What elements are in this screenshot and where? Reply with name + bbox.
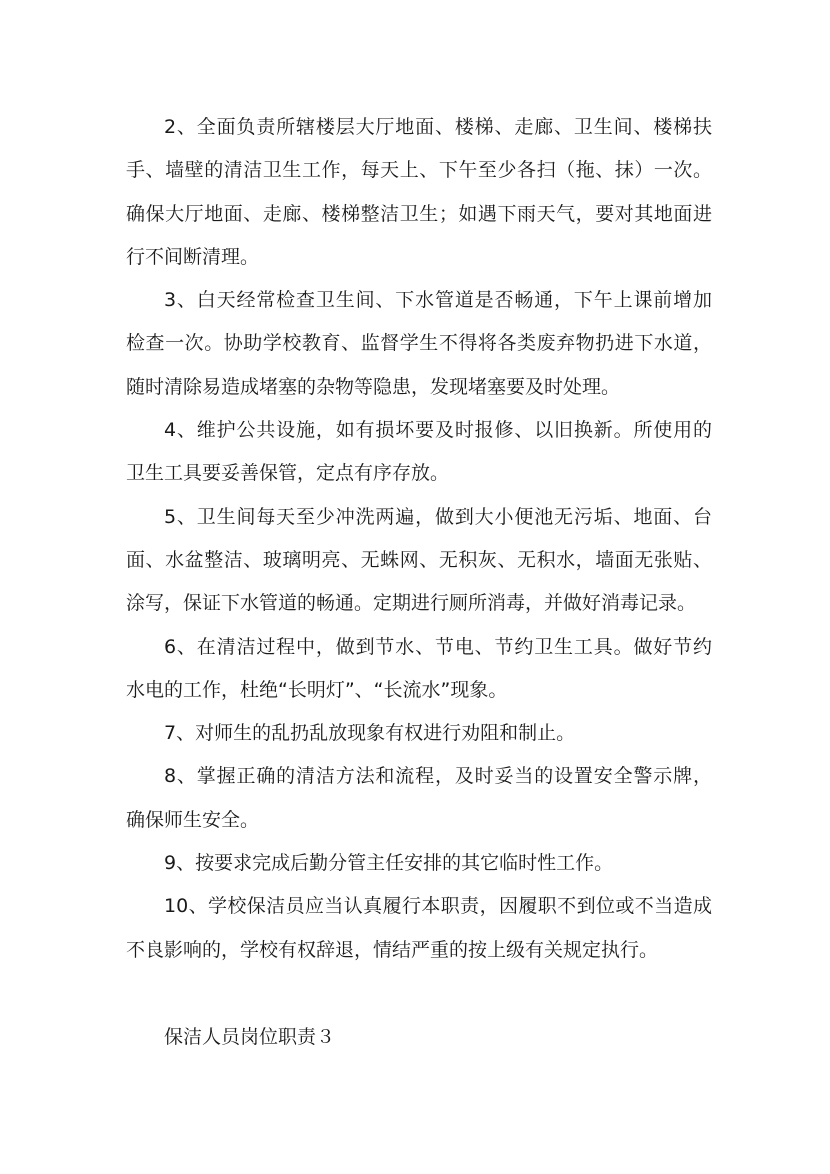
paragraph-line: 3、白天经常检查卫生间、下水管道是否畅通，下午上课前增加 bbox=[164, 289, 712, 312]
paragraph bbox=[126, 842, 712, 885]
paragraph-line: 面、水盆整洁、玻璃明亮、无蛛网、无积灰、无积水，墙面无张贴、 bbox=[126, 548, 712, 571]
paragraph-line: 5、卫生间每天至少冲洗两遍，做到大小便池无污垢、地面、台 bbox=[164, 505, 712, 528]
paragraph-line: 10、学校保洁员应当认真履行本职责，因履职不到位或不当造成 bbox=[164, 895, 712, 918]
paragraph-line: 7、对师生的乱扔乱放现象有权进行劝阻和制止。 bbox=[164, 722, 576, 745]
paragraph-line: 涂写，保证下水管道的畅通。定期进行厕所消毒，并做好消毒记录。 bbox=[126, 592, 697, 615]
paragraph-line: 9、按要求完成后勤分管主任安排的其它临时性工作。 bbox=[164, 852, 614, 875]
paragraph-line: 2、全面负责所辖楼层大厅地面、楼梯、走廊、卫生间、楼梯扶 bbox=[164, 116, 712, 138]
paragraph bbox=[126, 626, 712, 713]
paragraph-line: 确保大厅地面、走廊、楼梯整洁卫生；如遇下雨天气，要对其地面进 bbox=[126, 202, 712, 225]
paragraph bbox=[126, 496, 712, 626]
paragraph-line: 8、掌握正确的清洁方法和流程，及时妥当的设置安全警示牌， bbox=[164, 765, 712, 788]
paragraph-line: 随时清除易造成堵塞的杂物等隐患，发现堵塞要及时处理。 bbox=[126, 375, 621, 398]
section-title: 保洁人员岗位职责３ bbox=[164, 1026, 336, 1048]
paragraph bbox=[126, 409, 712, 496]
paragraph-line: 不良影响的，学校有权辞退，情结严重的按上级有关规定执行。 bbox=[126, 938, 659, 961]
paragraph bbox=[126, 885, 712, 972]
paragraph-line: 行不间断清理。 bbox=[126, 245, 260, 268]
paragraph-line: 确保师生安全。 bbox=[126, 808, 260, 831]
paragraph bbox=[126, 106, 712, 279]
paragraph-line: 6、在清洁过程中，做到节水、节电、节约卫生工具。做好节约 bbox=[164, 635, 712, 658]
paragraph-line: 手、墙壁的清洁卫生工作，每天上、下午至少各扫（拖、抹）一次。 bbox=[126, 159, 712, 182]
paragraph-line: 检查一次。协助学校教育、监督学生不得将各类废弃物扔进下水道， bbox=[126, 332, 712, 355]
paragraph-line: 卫生工具要妥善保管，定点有序存放。 bbox=[126, 462, 450, 485]
paragraph bbox=[126, 755, 712, 842]
paragraph-line: 水电的工作，杜绝“长明灯”、“长流水”现象。 bbox=[126, 678, 508, 701]
paragraph bbox=[126, 712, 712, 755]
paragraph bbox=[126, 279, 712, 409]
paragraph-line: 4、维护公共设施，如有损坏要及时报修、以旧换新。所使用的 bbox=[164, 419, 712, 442]
document-body bbox=[126, 106, 712, 972]
